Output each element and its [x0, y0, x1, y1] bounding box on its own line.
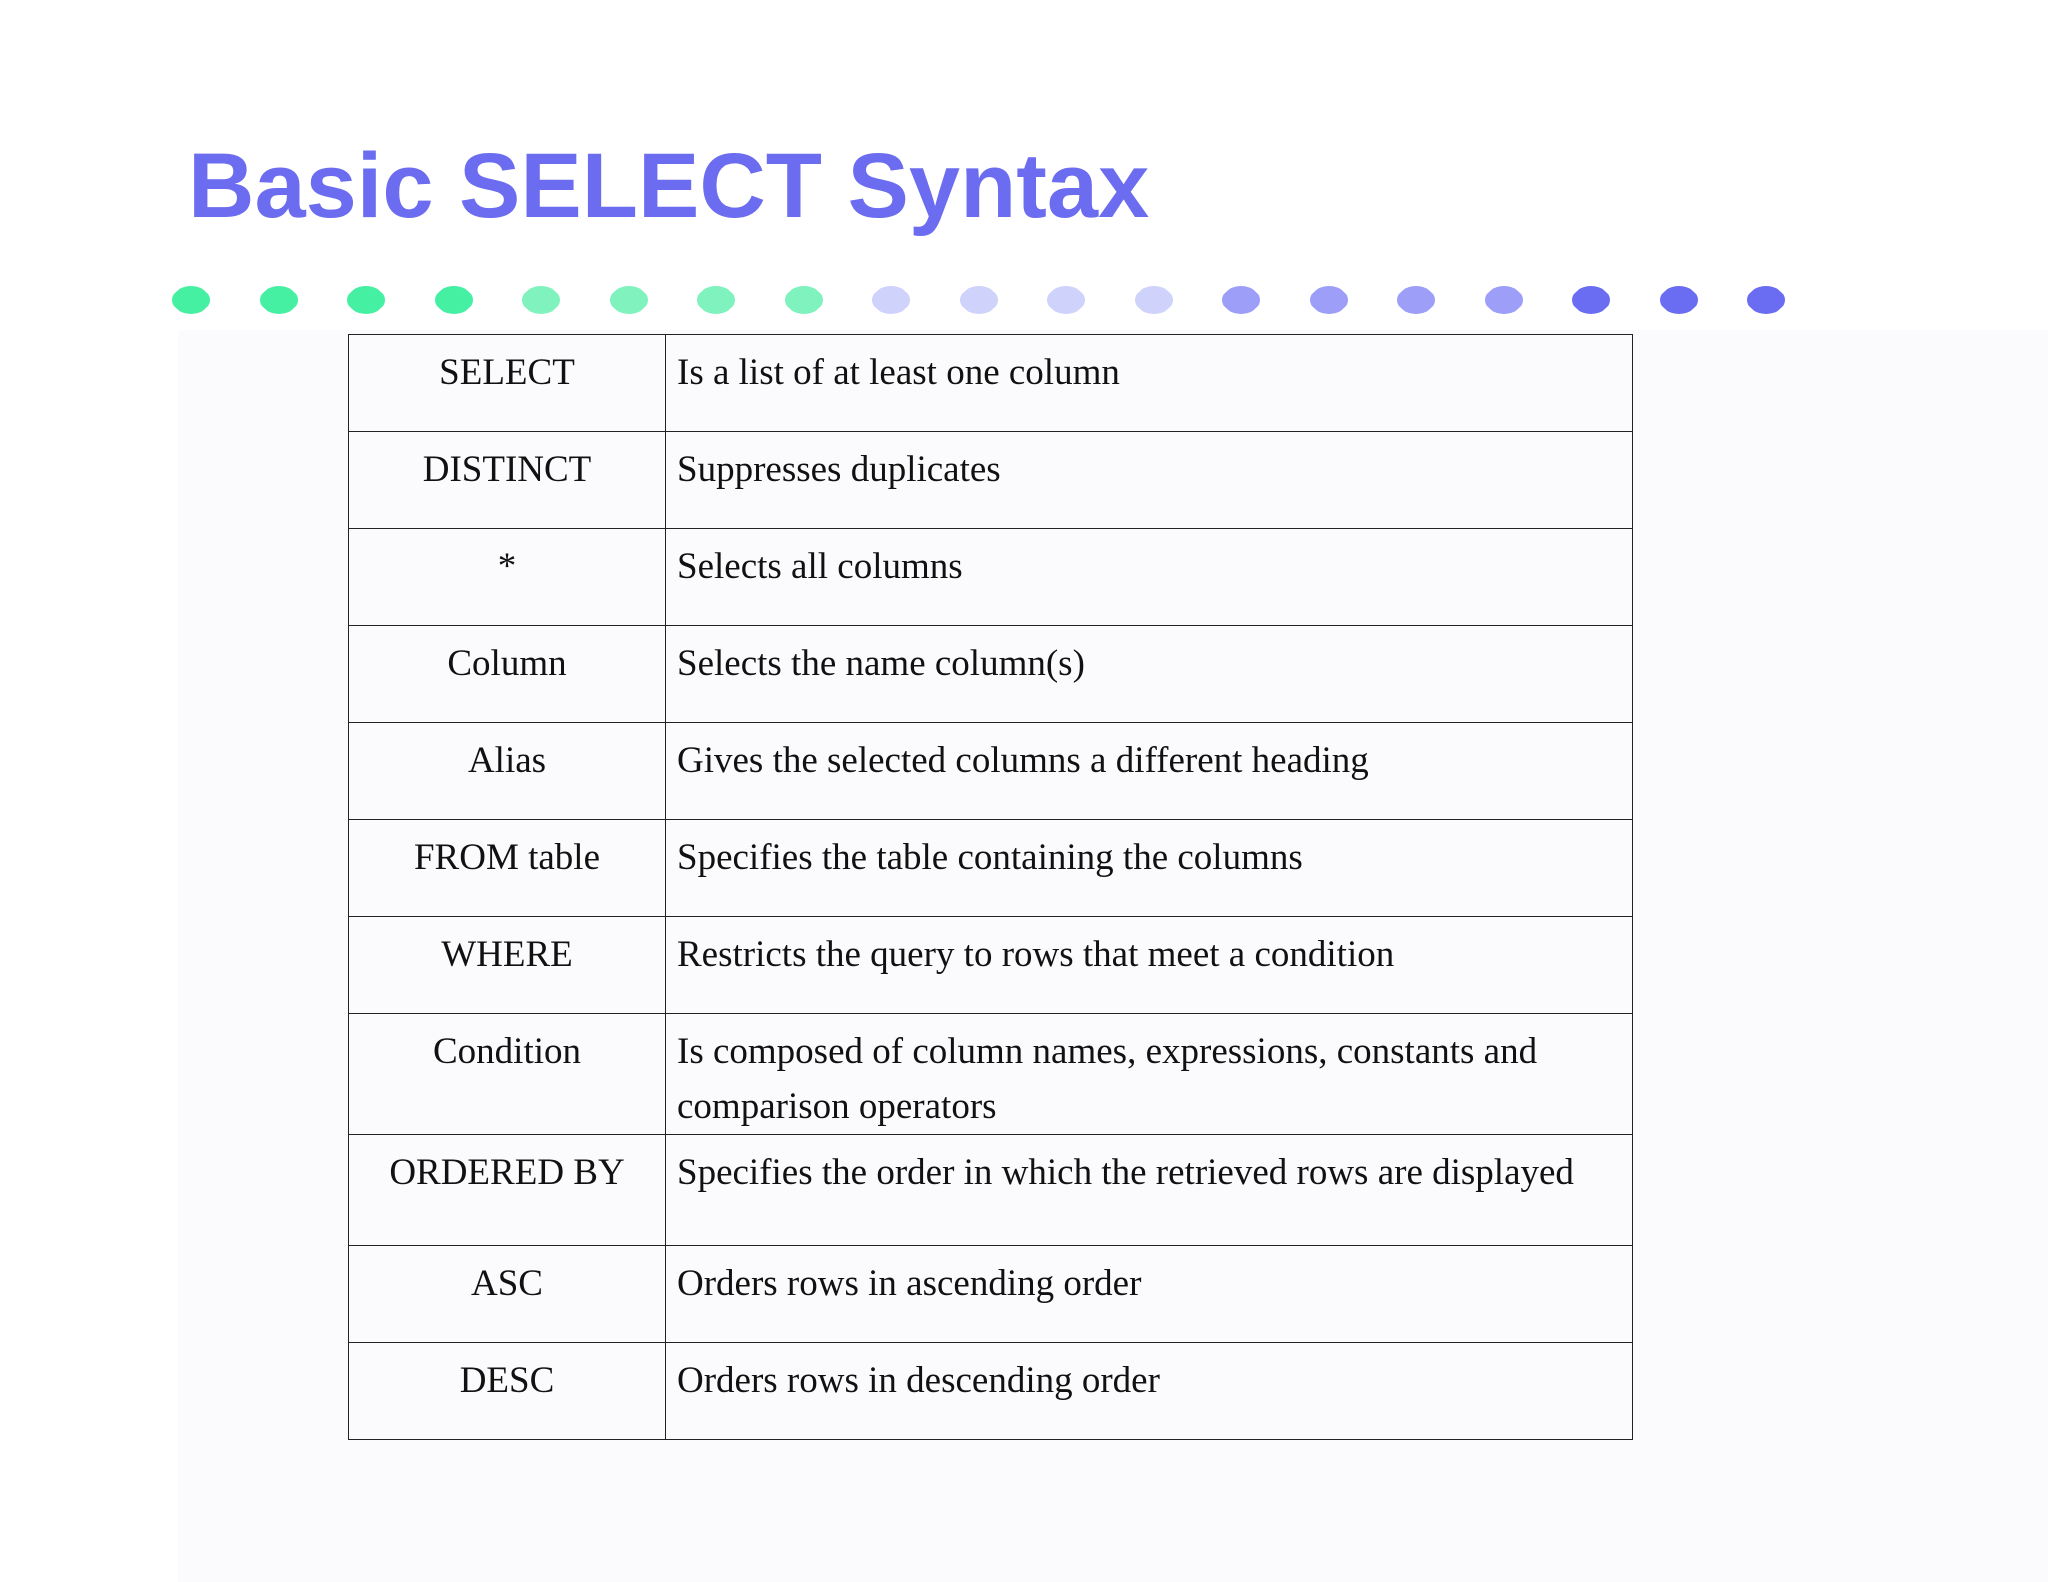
description-cell: Orders rows in ascending order [666, 1246, 1633, 1343]
keyword-cell: ORDERED BY [349, 1135, 666, 1246]
decorative-dot [1222, 286, 1260, 314]
keyword-cell: DESC [349, 1343, 666, 1440]
decorative-dot [1397, 286, 1435, 314]
keyword-cell: ASC [349, 1246, 666, 1343]
decorative-dot [1310, 286, 1348, 314]
description-cell: Suppresses duplicates [666, 432, 1633, 529]
description-cell: Gives the selected columns a different heading [666, 723, 1633, 820]
decorative-dot [1660, 286, 1698, 314]
keyword-cell: FROM table [349, 820, 666, 917]
table-row [349, 432, 1633, 529]
keyword-cell: DISTINCT [349, 432, 666, 529]
table-row [349, 917, 1633, 1014]
keyword-cell: SELECT [349, 335, 666, 432]
keyword-cell: WHERE [349, 917, 666, 1014]
decorative-dot [785, 286, 823, 314]
table-row [349, 626, 1633, 723]
slide-title: Basic SELECT Syntax [188, 135, 1150, 237]
description-cell: Selects all columns [666, 529, 1633, 626]
decorative-dot [697, 286, 735, 314]
decorative-dot [172, 286, 210, 314]
decorative-dot [1047, 286, 1085, 314]
decorative-dot [435, 286, 473, 314]
description-cell: Is a list of at least one column [666, 335, 1633, 432]
keyword-cell: Alias [349, 723, 666, 820]
table-row [349, 1343, 1633, 1440]
table-row [349, 335, 1633, 432]
decorative-dot [1747, 286, 1785, 314]
decorative-dot [1135, 286, 1173, 314]
syntax-table [348, 334, 1633, 1440]
description-cell: Selects the name column(s) [666, 626, 1633, 723]
table-row [349, 1014, 1633, 1135]
decorative-dot [872, 286, 910, 314]
description-cell: Restricts the query to rows that meet a condition [666, 917, 1633, 1014]
keyword-cell: * [349, 529, 666, 626]
decorative-dot [260, 286, 298, 314]
syntax-table-body [349, 335, 1633, 1440]
table-row [349, 820, 1633, 917]
description-cell: Orders rows in descending order [666, 1343, 1633, 1440]
decorative-dot [960, 286, 998, 314]
keyword-cell: Column [349, 626, 666, 723]
keyword-cell: Condition [349, 1014, 666, 1135]
decorative-dot [1485, 286, 1523, 314]
decorative-dot [610, 286, 648, 314]
decorative-dot [522, 286, 560, 314]
table-row [349, 723, 1633, 820]
decorative-dot [1572, 286, 1610, 314]
decorative-dot-row [0, 0, 2048, 330]
description-cell: Is composed of column names, expressions, constants and comparison operators [666, 1014, 1633, 1135]
table-row [349, 1246, 1633, 1343]
description-cell: Specifies the table containing the columns [666, 820, 1633, 917]
table-row [349, 529, 1633, 626]
description-cell: Specifies the order in which the retrieved rows are displayed [666, 1135, 1633, 1246]
decorative-dot [347, 286, 385, 314]
table-row [349, 1135, 1633, 1246]
